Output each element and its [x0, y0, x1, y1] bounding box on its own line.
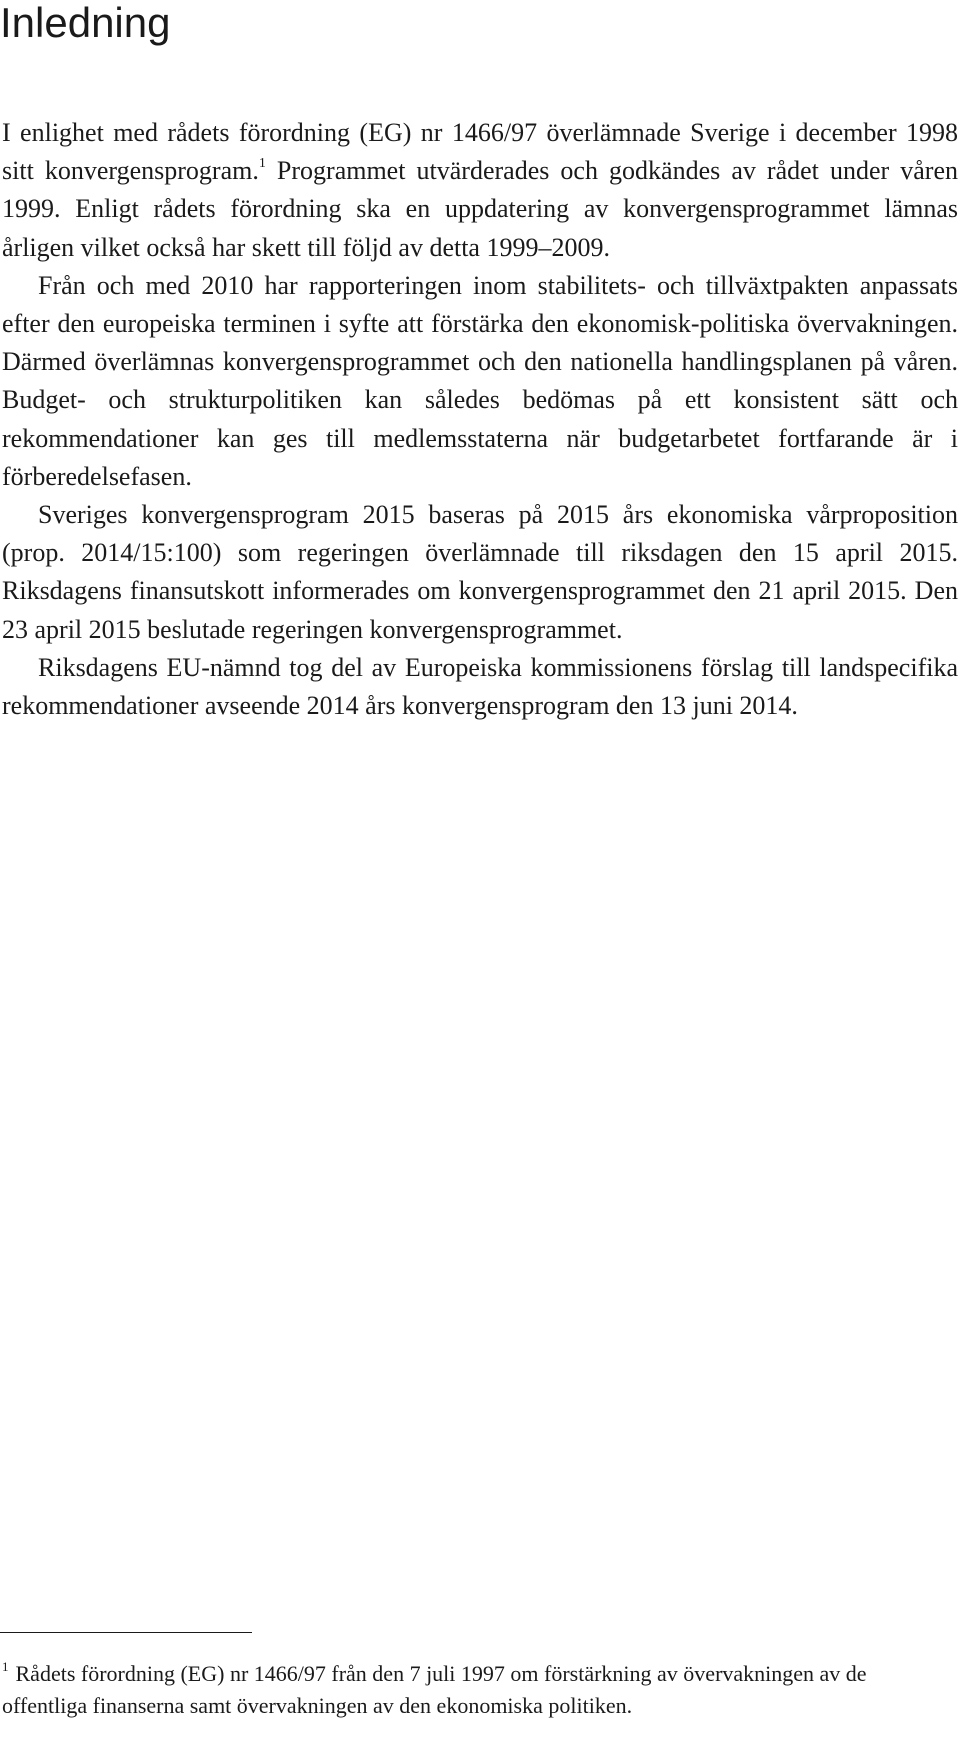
footnote	[2, 1658, 892, 1722]
paragraph-1-continuation: Programmet utvärderades och godkändes av rådet under våren 1999. Enligt rådets förordning ska en uppdatering av konvergensprogrammet lämnas årligen vilket också har skett till följd av detta 1999–2009.	[2, 156, 958, 262]
paragraph-3: Sveriges konvergensprogram 2015 baseras på 2015 års ekonomiska vårproposition (prop. 2014/15:100) som regeringen överlämnade till riksdagen den 15 april 2015. Riksdagens finansutskott informerades om konvergensprogrammet den 21 april 2015. Den 23 april 2015 beslutade regeringen konvergensprogrammet.	[2, 500, 958, 644]
footnote-separator	[0, 1632, 252, 1633]
footnote-number: 1	[2, 1659, 9, 1674]
body-text	[2, 114, 958, 725]
page-title: Inledning	[0, 0, 171, 46]
paragraph-2: Från och med 2010 har rapporteringen inom stabilitets- och tillväxtpakten anpassats efter den europeiska terminen i syfte att förstärka den ekonomisk-politiska övervakningen. Därmed överlämnas konvergensprogrammet och den nationella handlingsplanen på våren. Budget- och strukturpolitiken kan således bedömas på ett konsistent sätt och rekommendationer kan ges till medlemsstaterna när budgetarbetet fortfarande är i förberedelsefasen.	[2, 270, 958, 491]
footnote-text: Rådets förordning (EG) nr 1466/97 från den 7 juli 1997 om förstärkning av övervakningen av de offentliga finanserna samt övervakningen av den ekonomiska politiken.	[2, 1661, 867, 1718]
paragraph-4: Riksdagens EU-nämnd tog del av Europeiska kommissionens förslag till landspecifika rekommendationer avseende 2014 års konvergensprogram den 13 juni 2014.	[2, 652, 958, 721]
paragraph-1-text: I enlighet med rådets förordning (EG) nr 1466/97 överlämnade Sverige i december 1998 sitt konvergensprogram.	[2, 118, 958, 186]
paragraph-1	[2, 114, 958, 267]
footnote-reference: 1	[258, 156, 266, 172]
